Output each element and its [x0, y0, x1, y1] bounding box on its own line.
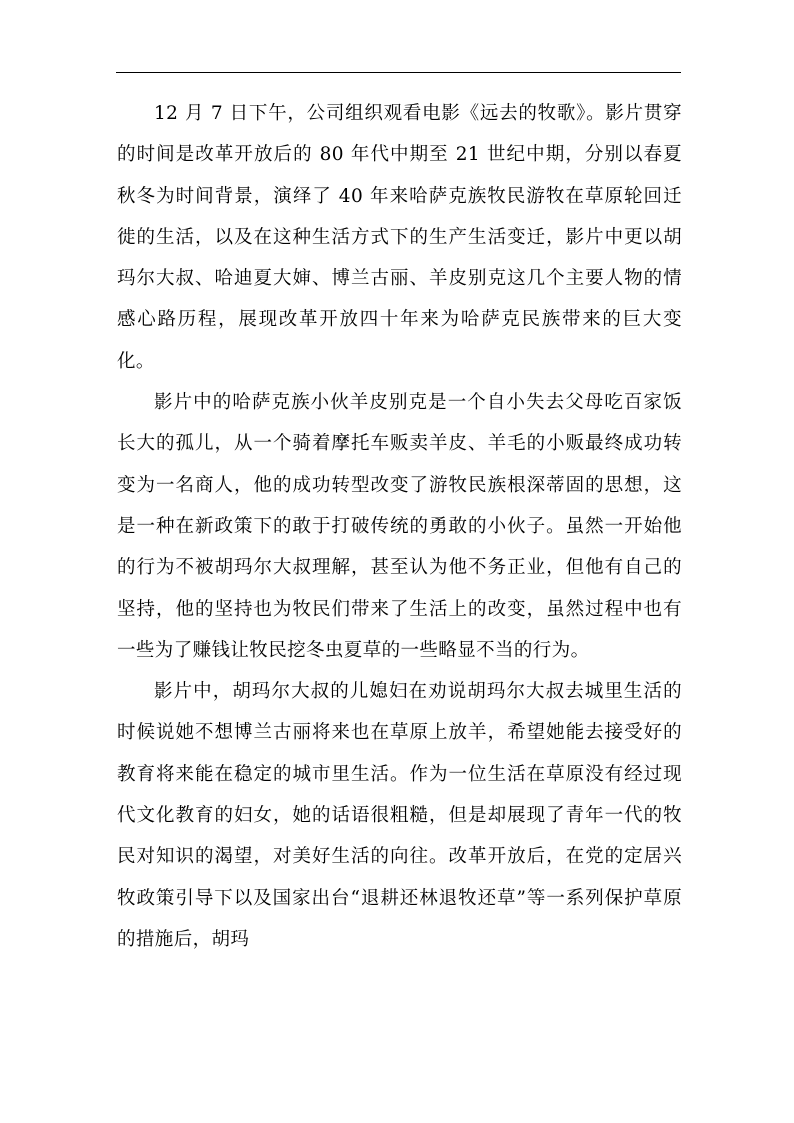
document-body — [117, 93, 682, 960]
paragraph-2: 影片中的哈萨克族小伙羊皮别克是一个自小失去父母吃百家饭长大的孤儿，从一个骑着摩托车贩卖羊皮、羊毛的小贩最终成功转变为一名商人，他的成功转型改变了游牧民族根深蒂固的思想，这是一种在新政策下的敢于打破传统的勇敢的小伙子。虽然一开始他的行为不被胡玛尔大叔理解，甚至认为他不务正业，但他有自己的坚持，他的坚持也为牧民们带来了生活上的改变，虽然过程中也有一些为了赚钱让牧民挖冬虫夏草的一些略显不当的行为。 — [117, 392, 682, 661]
paragraph-3: 影片中，胡玛尔大叔的儿媳妇在劝说胡玛尔大叔去城里生活的时候说她不想博兰古丽将来也在草原上放羊，希望她能去接受好的教育将来能在稳定的城市里生活。作为一位生活在草原没有经过现代文化教育的妇女，她的话语很粗糙，但是却展现了青年一代的牧民对知识的渴望，对美好生活的向往。改革开放后，在党的定居兴牧政策引导下以及国家出台“退耕还林退牧还草”等一系列保护草原的措施后，胡玛 — [117, 681, 682, 950]
header-divider — [116, 72, 681, 73]
paragraph-1: 12 月 7 日下午，公司组织观看电影《远去的牧歌》。影片贯穿的时间是改革开放后的 80 年代中期至 21 世纪中期，分别以春夏秋冬为时间背景，演绎了 40 年来哈萨克族牧民游牧在草原轮回迁徙的生活，以及在这种生活方式下的生产生活变迁，影片中更以胡玛尔大叔、哈迪夏大婶、博兰古丽、羊皮别克这几个主要人物的情感心路历程，展现改革开放四十年来为哈萨克民族带来的巨大变化。 — [117, 103, 682, 372]
